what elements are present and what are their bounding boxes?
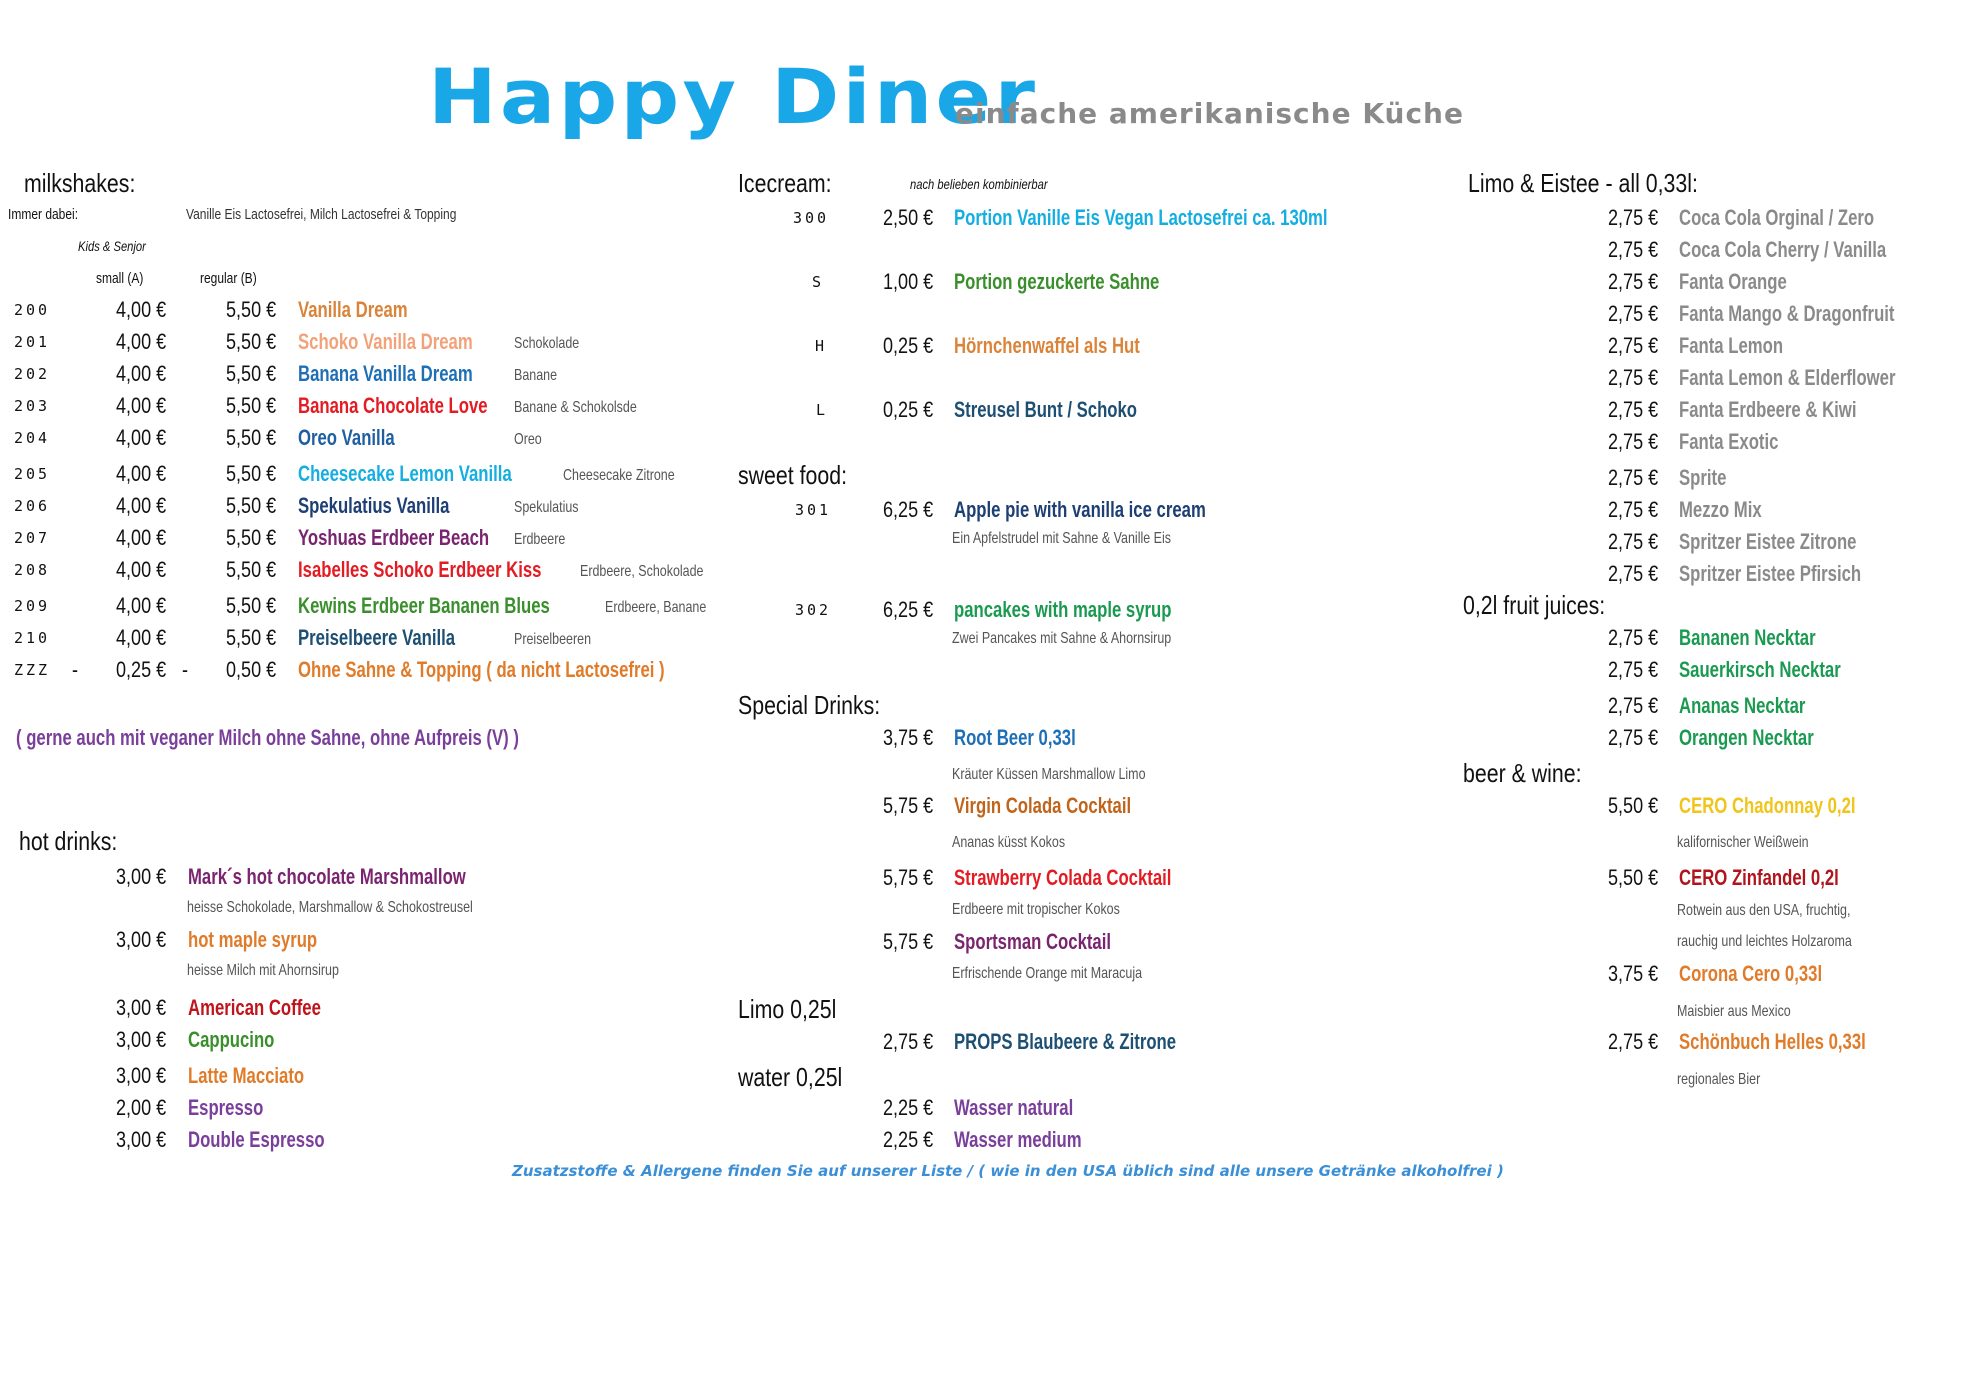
item-price: 2,75 € (1608, 301, 1659, 326)
regular-price: 5,50 € (226, 625, 277, 650)
item-name: Ohne Sahne & Topping ( da nicht Lactosefrei ) (298, 657, 665, 682)
item-price: 3,00 € (116, 995, 167, 1020)
item-name: Latte Macciato (188, 1063, 305, 1088)
item-name: pancakes with maple syrup (954, 597, 1172, 622)
item-code: 201 (14, 333, 51, 351)
item-description: Kräuter Küssen Marshmallow Limo (952, 766, 1146, 783)
item-name: Vanilla Dream (298, 297, 408, 322)
item-name: Schönbuch Helles 0,33l (1679, 1029, 1866, 1054)
item-code: 203 (14, 397, 51, 415)
item-price: 2,75 € (1608, 693, 1659, 718)
item-name: Hörnchenwaffel als Hut (954, 333, 1140, 358)
item-price: 2,75 € (1608, 429, 1659, 454)
item-name: Fanta Exotic (1679, 429, 1779, 454)
item-price: 2,75 € (1608, 1029, 1659, 1054)
regular-price: 5,50 € (226, 593, 277, 618)
page-subtitle: einfache amerikanische Küche (955, 97, 1464, 130)
regular-size-label: regular (B) (200, 270, 257, 287)
item-description: Zwei Pancakes mit Sahne & Ahornsirup (952, 630, 1172, 647)
item-name: Portion gezuckerte Sahne (954, 269, 1160, 294)
item-price: 2,50 € (883, 205, 934, 230)
item-name: Ananas Necktar (1679, 693, 1806, 718)
item-name: Cappucino (188, 1027, 275, 1052)
item-price: 5,75 € (883, 793, 934, 818)
item-code: 204 (14, 429, 51, 447)
item-name: Fanta Erdbeere & Kiwi (1679, 397, 1857, 422)
icecream-heading: Icecream: (738, 168, 832, 198)
item-description: Banane & Schokolsde (514, 399, 637, 416)
item-name: Apple pie with vanilla ice cream (954, 497, 1206, 522)
item-name: PROPS Blaubeere & Zitrone (954, 1029, 1177, 1054)
item-code: 208 (14, 561, 51, 579)
item-price: 2,75 € (1608, 237, 1659, 262)
item-code: 209 (14, 597, 51, 615)
juices-heading: 0,2l fruit juices: (1463, 590, 1606, 620)
small-price: 4,00 € (116, 593, 167, 618)
item-price: 2,75 € (1608, 497, 1659, 522)
small-price: 4,00 € (116, 461, 167, 486)
item-price: 2,75 € (1608, 561, 1659, 586)
item-code: L (816, 401, 829, 419)
item-price: 2,75 € (883, 1029, 934, 1054)
item-name: Kewins Erdbeer Bananen Blues (298, 593, 550, 618)
regular-price: 5,50 € (226, 425, 277, 450)
regular-price: 0,50 € (226, 657, 277, 682)
item-name: Double Espresso (188, 1127, 325, 1152)
item-name: Coca Cola Cherry / Vanilla (1679, 237, 1887, 262)
item-name: Sprite (1679, 465, 1727, 490)
item-name: Spritzer Eistee Zitrone (1679, 529, 1857, 554)
item-price: 2,75 € (1608, 205, 1659, 230)
regular-price: 5,50 € (226, 361, 277, 386)
water-heading: water 0,25l (738, 1062, 843, 1092)
small-price: 4,00 € (116, 425, 167, 450)
item-name: Strawberry Colada Cocktail (954, 865, 1172, 890)
item-price: 5,75 € (883, 929, 934, 954)
item-name: American Coffee (188, 995, 321, 1020)
item-code: 210 (14, 629, 51, 647)
item-price: 2,75 € (1608, 465, 1659, 490)
item-price: 2,75 € (1608, 725, 1659, 750)
item-name: Portion Vanille Eis Vegan Lactosefrei ca. 130ml (954, 205, 1328, 230)
always-text: Vanille Eis Lactosefrei, Milch Lactosefrei & Topping (186, 206, 457, 223)
beer-wine-heading: beer & wine: (1463, 758, 1582, 788)
item-name: Banana Vanilla Dream (298, 361, 473, 386)
item-name: Preiselbeere Vanilla (298, 625, 456, 650)
item-description: Cheesecake Zitrone (563, 467, 675, 484)
item-code: 207 (14, 529, 51, 547)
item-price: 3,00 € (116, 1127, 167, 1152)
item-code: 205 (14, 465, 51, 483)
item-code: S (812, 273, 825, 291)
item-description-line2: rauchig und leichtes Holzaroma (1677, 933, 1852, 950)
item-price: 2,75 € (1608, 333, 1659, 358)
item-name: Mark´s hot chocolate Marshmallow (188, 864, 466, 889)
small-price: 0,25 € (116, 657, 167, 682)
item-price: 0,25 € (883, 397, 934, 422)
item-price: 6,25 € (883, 497, 934, 522)
item-description: regionales Bier (1677, 1071, 1761, 1088)
item-description: Erdbeere, Banane (605, 599, 707, 616)
limo-eistee-heading: Limo & Eistee - all 0,33l: (1468, 168, 1698, 198)
item-price: 2,75 € (1608, 397, 1659, 422)
item-price: 3,00 € (116, 1027, 167, 1052)
item-code: 300 (793, 209, 830, 227)
item-price: 3,75 € (883, 725, 934, 750)
item-description: Spekulatius (514, 499, 579, 516)
item-price: 2,75 € (1608, 365, 1659, 390)
item-price: 2,75 € (1608, 269, 1659, 294)
item-description: Erdbeere, Schokolade (580, 563, 704, 580)
small-size-label: small (A) (96, 270, 144, 287)
item-name: Fanta Lemon (1679, 333, 1784, 358)
special-drinks-heading: Special Drinks: (738, 690, 881, 720)
small-price: 4,00 € (116, 393, 167, 418)
item-price: 3,00 € (116, 864, 167, 889)
item-name: Virgin Colada Cocktail (954, 793, 1132, 818)
item-price: 5,50 € (1608, 793, 1659, 818)
item-price: 0,25 € (883, 333, 934, 358)
small-price: 4,00 € (116, 557, 167, 582)
small-price: 4,00 € (116, 525, 167, 550)
regular-price: 5,50 € (226, 393, 277, 418)
item-code: H (815, 337, 828, 355)
small-price: 4,00 € (116, 493, 167, 518)
item-price: 3,75 € (1608, 961, 1659, 986)
item-code: 200 (14, 301, 51, 319)
item-description: Rotwein aus den USA, fruchtig, (1677, 902, 1851, 919)
item-price: 5,50 € (1608, 865, 1659, 890)
item-code: 202 (14, 365, 51, 383)
small-price: 4,00 € (116, 329, 167, 354)
icecream-note: nach belieben kombinierbar (910, 176, 1048, 192)
limo-025-heading: Limo 0,25l (738, 994, 837, 1024)
item-name: Corona Cero 0,33l (1679, 961, 1823, 986)
vegan-note: ( gerne auch mit veganer Milch ohne Sahne, ohne Aufpreis (V) ) (16, 725, 519, 750)
item-price: 2,00 € (116, 1095, 167, 1120)
item-name: Yoshuas Erdbeer Beach (298, 525, 490, 550)
item-description: Banane (514, 367, 558, 384)
hot-drinks-heading: hot drinks: (19, 826, 118, 856)
item-code: 206 (14, 497, 51, 515)
item-name: Spritzer Eistee Pfirsich (1679, 561, 1862, 586)
item-code: ZZZ (14, 661, 51, 679)
item-code: 301 (795, 501, 832, 519)
item-name: CERO Zinfandel 0,2l (1679, 865, 1839, 890)
item-name: Root Beer 0,33l (954, 725, 1076, 750)
item-name: Cheesecake Lemon Vanilla (298, 461, 512, 486)
page-title: Happy Diner (428, 52, 1039, 141)
item-price: 1,00 € (883, 269, 934, 294)
item-price: 2,25 € (883, 1095, 934, 1120)
item-name: Oreo Vanilla (298, 425, 395, 450)
item-price: 5,75 € (883, 865, 934, 890)
item-name: Coca Cola Orginal / Zero (1679, 205, 1875, 230)
item-description: heisse Schokolade, Marshmallow & Schokostreusel (187, 899, 473, 916)
item-name: hot maple syrup (188, 927, 318, 952)
milkshakes-heading: milkshakes: (24, 168, 136, 198)
footer-note: Zusatzstoffe & Allergene finden Sie auf unserer Liste / ( wie in den USA üblich sind alle unsere Getränke alkoholfrei ) (512, 1162, 1504, 1180)
sweet-food-heading: sweet food: (738, 460, 848, 490)
item-name: Sauerkirsch Necktar (1679, 657, 1841, 682)
item-description: Ein Apfelstrudel mit Sahne & Vanille Eis (952, 530, 1171, 547)
dash: - (182, 657, 189, 682)
item-name: Espresso (188, 1095, 264, 1120)
item-code: 302 (795, 601, 832, 619)
item-description: Erdbeere mit tropischer Kokos (952, 901, 1120, 918)
dash: - (72, 657, 79, 682)
item-price: 3,00 € (116, 927, 167, 952)
item-description: Ananas küsst Kokos (952, 834, 1066, 851)
item-price: 2,75 € (1608, 657, 1659, 682)
regular-price: 5,50 € (226, 297, 277, 322)
item-name: Wasser medium (954, 1127, 1082, 1152)
item-price: 3,00 € (116, 1063, 167, 1088)
item-name: Mezzo Mix (1679, 497, 1762, 522)
regular-price: 5,50 € (226, 493, 277, 518)
item-description: heisse Milch mit Ahornsirup (187, 962, 339, 979)
item-name: Sportsman Cocktail (954, 929, 1112, 954)
item-name: Fanta Lemon & Elderflower (1679, 365, 1896, 390)
item-description: Oreo (514, 431, 542, 448)
item-description: Preiselbeeren (514, 631, 592, 648)
item-description: kalifornischer Weißwein (1677, 834, 1809, 851)
item-name: Bananen Necktar (1679, 625, 1816, 650)
item-name: Isabelles Schoko Erdbeer Kiss (298, 557, 542, 582)
regular-price: 5,50 € (226, 461, 277, 486)
item-price: 2,75 € (1608, 625, 1659, 650)
always-label: Immer dabei: (8, 206, 79, 223)
small-price: 4,00 € (116, 625, 167, 650)
item-name: Streusel Bunt / Schoko (954, 397, 1138, 422)
item-name: Spekulatius Vanilla (298, 493, 450, 518)
item-description: Maisbier aus Mexico (1677, 1003, 1791, 1020)
item-description: Erfrischende Orange mit Maracuja (952, 965, 1143, 982)
regular-price: 5,50 € (226, 525, 277, 550)
kids-senior-label: Kids & Senjor (78, 238, 146, 254)
item-name: Fanta Mango & Dragonfruit (1679, 301, 1895, 326)
small-price: 4,00 € (116, 297, 167, 322)
small-price: 4,00 € (116, 361, 167, 386)
item-name: CERO Chadonnay 0,2l (1679, 793, 1856, 818)
item-price: 6,25 € (883, 597, 934, 622)
item-name: Banana Chocolate Love (298, 393, 488, 418)
item-price: 2,75 € (1608, 529, 1659, 554)
item-name: Fanta Orange (1679, 269, 1787, 294)
item-price: 2,25 € (883, 1127, 934, 1152)
item-name: Orangen Necktar (1679, 725, 1814, 750)
item-description: Schokolade (514, 335, 580, 352)
regular-price: 5,50 € (226, 557, 277, 582)
item-name: Wasser natural (954, 1095, 1074, 1120)
item-description: Erdbeere (514, 531, 566, 548)
regular-price: 5,50 € (226, 329, 277, 354)
item-name: Schoko Vanilla Dream (298, 329, 473, 354)
